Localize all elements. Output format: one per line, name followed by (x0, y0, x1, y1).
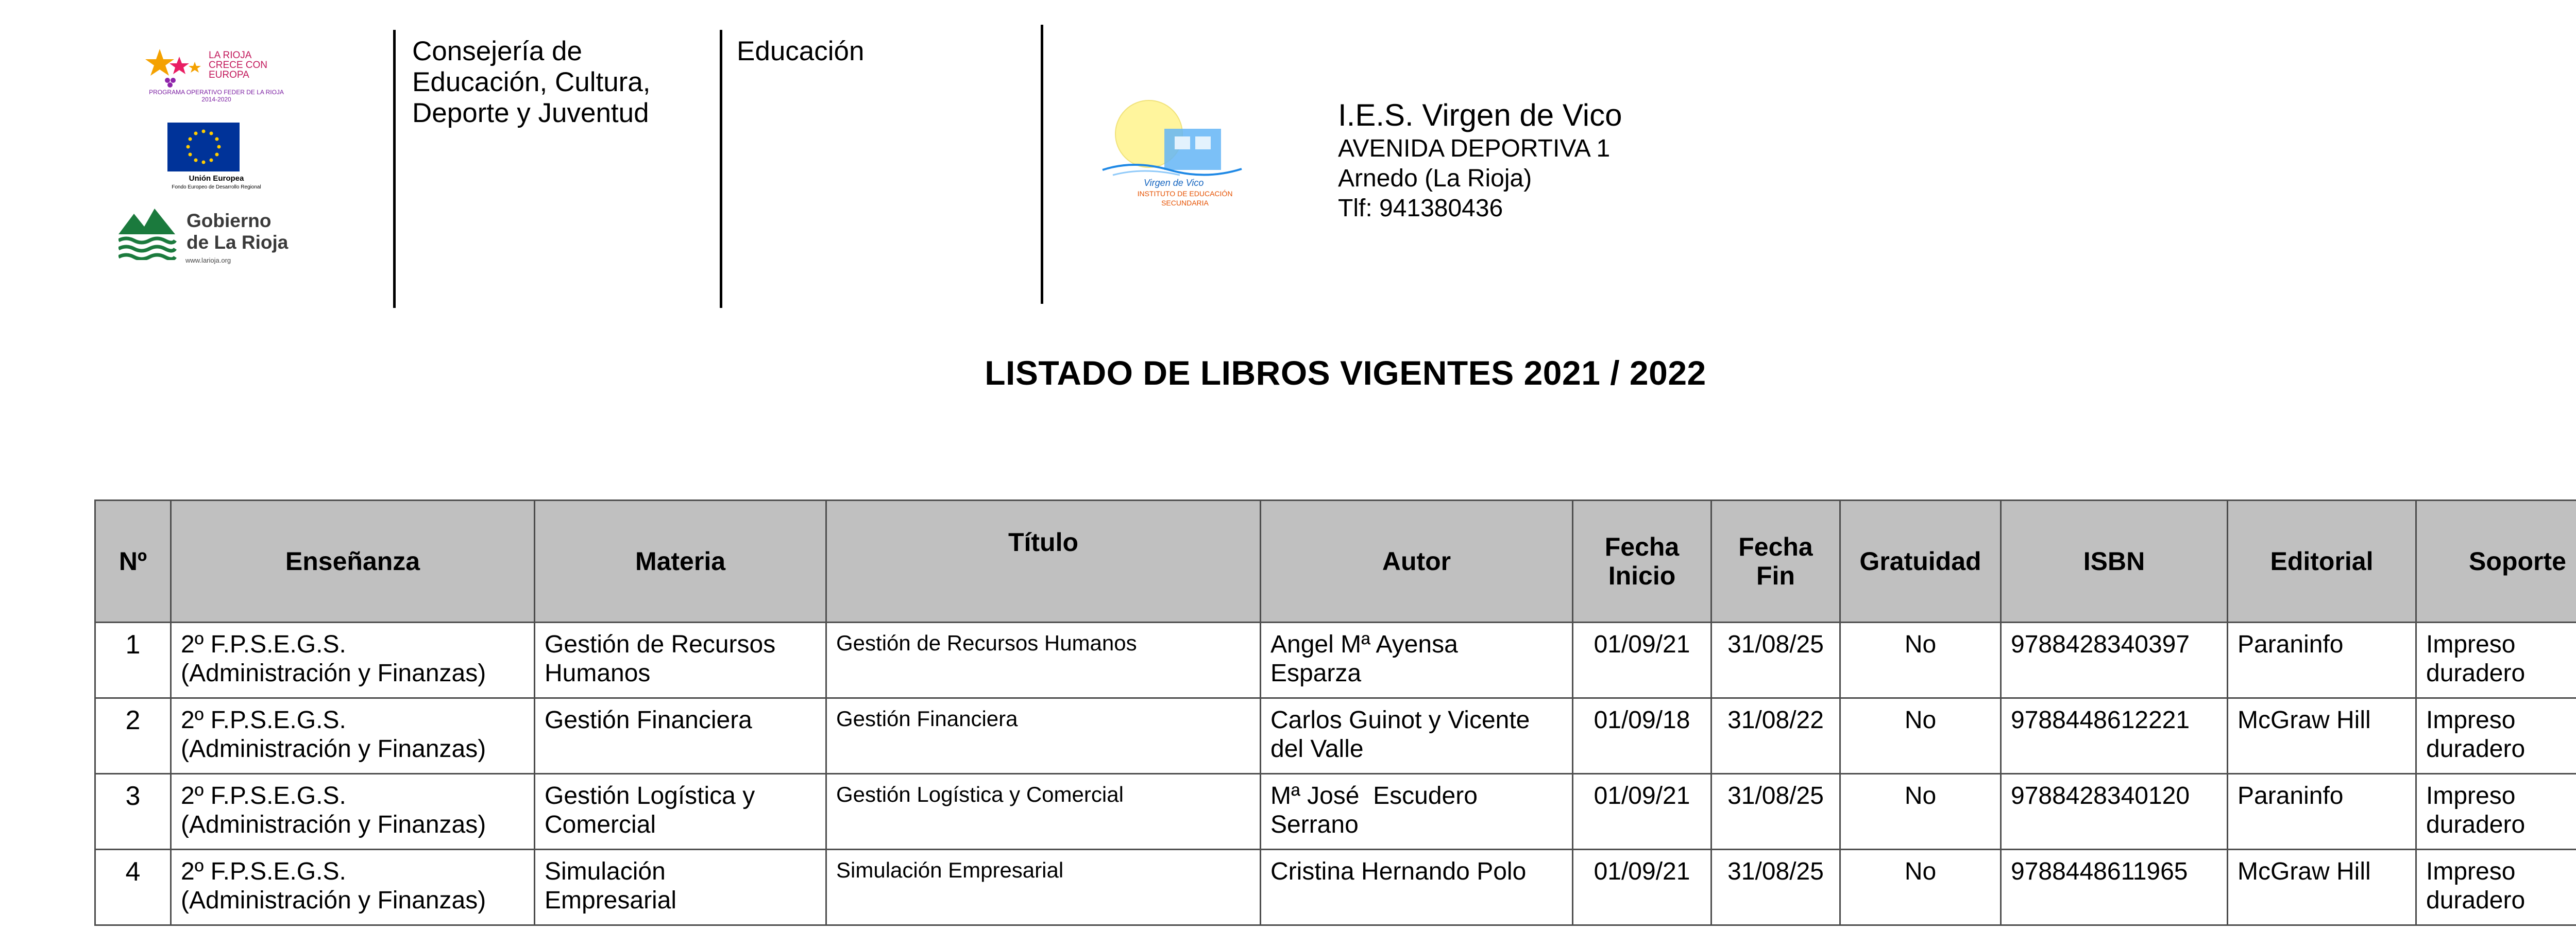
table-row (95, 850, 2576, 925)
header-fecha-inicio: Fecha Inicio (1573, 501, 1711, 623)
cell-ensenanza: 2º F.P.S.E.G.S. (Administración y Finanzas) (171, 850, 535, 925)
institutional-logos (118, 46, 314, 283)
document-title: LISTADO DE LIBROS VIGENTES 2021 / 2022 (985, 354, 1706, 392)
eu-star-icon (210, 158, 213, 162)
cell-titulo: Gestión Financiera (826, 698, 1261, 774)
header-materia: Materia (535, 501, 826, 623)
sun-building-icon (1092, 98, 1262, 180)
cell-num: 1 (95, 623, 171, 698)
cell-num: 2 (95, 698, 171, 774)
table-row (95, 698, 2576, 774)
la-rioja-crece-con-europa-logo (139, 46, 294, 103)
eu-star-icon (215, 137, 218, 141)
header-editorial: Editorial (2228, 501, 2416, 623)
eu-star-icon (217, 145, 221, 149)
school-logo (1092, 98, 1262, 221)
school-logo-line2: SECUNDARIA (1161, 199, 1209, 207)
cell-fecha-fin: 31/08/25 (1711, 623, 1840, 698)
cell-fecha-inicio: 01/09/21 (1573, 774, 1711, 850)
cell-gratuidad: No (1840, 774, 2001, 850)
cell-ensenanza: 2º F.P.S.E.G.S. (Administración y Finanzas) (171, 698, 535, 774)
cell-materia: Gestión Logística y Comercial (535, 774, 826, 850)
books-table (94, 500, 2576, 926)
cell-editorial: McGraw Hill (2228, 698, 2416, 774)
cell-autor: Mª José Escudero Serrano (1261, 774, 1573, 850)
cell-autor: Cristina Hernando Polo (1261, 850, 1573, 925)
table-header-row (95, 501, 2576, 623)
eu-star-icon (187, 145, 190, 149)
cell-soporte: Impreso duradero (2416, 850, 2576, 925)
eu-star-icon (189, 153, 192, 157)
cell-ensenanza: 2º F.P.S.E.G.S. (Administración y Finanzas) (171, 623, 535, 698)
cell-materia: Simulación Empresarial (535, 850, 826, 925)
cell-gratuidad: No (1840, 698, 2001, 774)
header-isbn: ISBN (2001, 501, 2228, 623)
feder-years-text: 2014-2020 (201, 96, 231, 103)
cell-fecha-inicio: 01/09/18 (1573, 698, 1711, 774)
cell-titulo: Gestión Logística y Comercial (826, 774, 1261, 850)
cell-num: 3 (95, 774, 171, 850)
school-logo-name: Virgen de Vico (1144, 178, 1204, 188)
cell-autor: Angel Mª Ayensa Esparza (1261, 623, 1573, 698)
cell-titulo: Gestión de Recursos Humanos (826, 623, 1261, 698)
cell-materia: Gestión de Recursos Humanos (535, 623, 826, 698)
school-info (1338, 97, 1622, 223)
cell-isbn: 9788428340397 (2001, 623, 2228, 698)
header-divider-1 (393, 30, 396, 308)
eu-star-icon (189, 137, 192, 141)
gobierno-emblem-icon (118, 203, 180, 260)
eu-star-icon (210, 132, 213, 135)
table-row (95, 774, 2576, 850)
cell-editorial: McGraw Hill (2228, 850, 2416, 925)
school-logo-line1: INSTITUTO DE EDUCACIÓN (1137, 190, 1233, 198)
cell-soporte: Impreso duradero (2416, 774, 2576, 850)
cell-isbn: 9788428340120 (2001, 774, 2228, 850)
eu-star-icon (194, 132, 198, 135)
gobierno-name-text: Gobierno de La Rioja (187, 210, 289, 253)
cell-editorial: Paraninfo (2228, 774, 2416, 850)
cell-fecha-inicio: 01/09/21 (1573, 623, 1711, 698)
cell-editorial: Paraninfo (2228, 623, 2416, 698)
cell-fecha-fin: 31/08/22 (1711, 698, 1840, 774)
header-divider-3 (1041, 25, 1043, 304)
cell-autor: Carlos Guinot y Vicente del Valle (1261, 698, 1573, 774)
header-soporte: Soporte (2416, 501, 2576, 623)
cell-isbn: 9788448611965 (2001, 850, 2228, 925)
header-divider-2 (720, 30, 722, 308)
school-address: AVENIDA DEPORTIVA 1 (1338, 135, 1611, 162)
header-autor: Autor (1261, 501, 1573, 623)
header-titulo: Título (826, 501, 1261, 623)
stars-grapes-icon (139, 46, 206, 88)
cell-ensenanza: 2º F.P.S.E.G.S. (Administración y Finanzas) (171, 774, 535, 850)
cell-materia: Gestión Financiera (535, 698, 826, 774)
gobierno-la-rioja-logo (118, 201, 314, 273)
header-num: Nº (95, 501, 171, 623)
eu-name-text: Unión Europea (189, 174, 244, 183)
departamento-text: Educación (737, 36, 865, 66)
table-row (95, 623, 2576, 698)
cell-gratuidad: No (1840, 850, 2001, 925)
cell-isbn: 9788448612221 (2001, 698, 2228, 774)
cell-fecha-fin: 31/08/25 (1711, 850, 1840, 925)
rioja-europa-text: LA RIOJA CRECE CON EUROPA (209, 50, 268, 80)
cell-soporte: Impreso duradero (2416, 623, 2576, 698)
cell-fecha-fin: 31/08/25 (1711, 774, 1840, 850)
gobierno-url-text: www.larioja.org (185, 256, 231, 264)
eu-star-icon (202, 161, 206, 164)
school-phone: Tlf: 941380436 (1338, 195, 1503, 222)
cell-soporte: Impreso duradero (2416, 698, 2576, 774)
cell-fecha-inicio: 01/09/21 (1573, 850, 1711, 925)
school-name: I.E.S. Virgen de Vico (1338, 98, 1622, 132)
school-city: Arnedo (La Rioja) (1338, 165, 1532, 192)
eu-star-icon (194, 158, 198, 162)
consejeria-text: Consejería de Educación, Cultura, Deporte y Juventud (412, 36, 651, 128)
eu-flag-icon (167, 123, 240, 171)
eu-star-icon (202, 130, 206, 133)
header-ensenanza: Enseñanza (171, 501, 535, 623)
header-gratuidad: Gratuidad (1840, 501, 2001, 623)
header-fecha-fin: Fecha Fin (1711, 501, 1840, 623)
eu-star-icon (215, 153, 218, 157)
cell-titulo: Simulación Empresarial (826, 850, 1261, 925)
cell-num: 4 (95, 850, 171, 925)
eu-fund-text: Fondo Europeo de Desarrollo Regional (172, 184, 261, 190)
feder-program-text: PROGRAMA OPERATIVO FEDER DE LA RIOJA (149, 89, 284, 96)
cell-gratuidad: No (1840, 623, 2001, 698)
